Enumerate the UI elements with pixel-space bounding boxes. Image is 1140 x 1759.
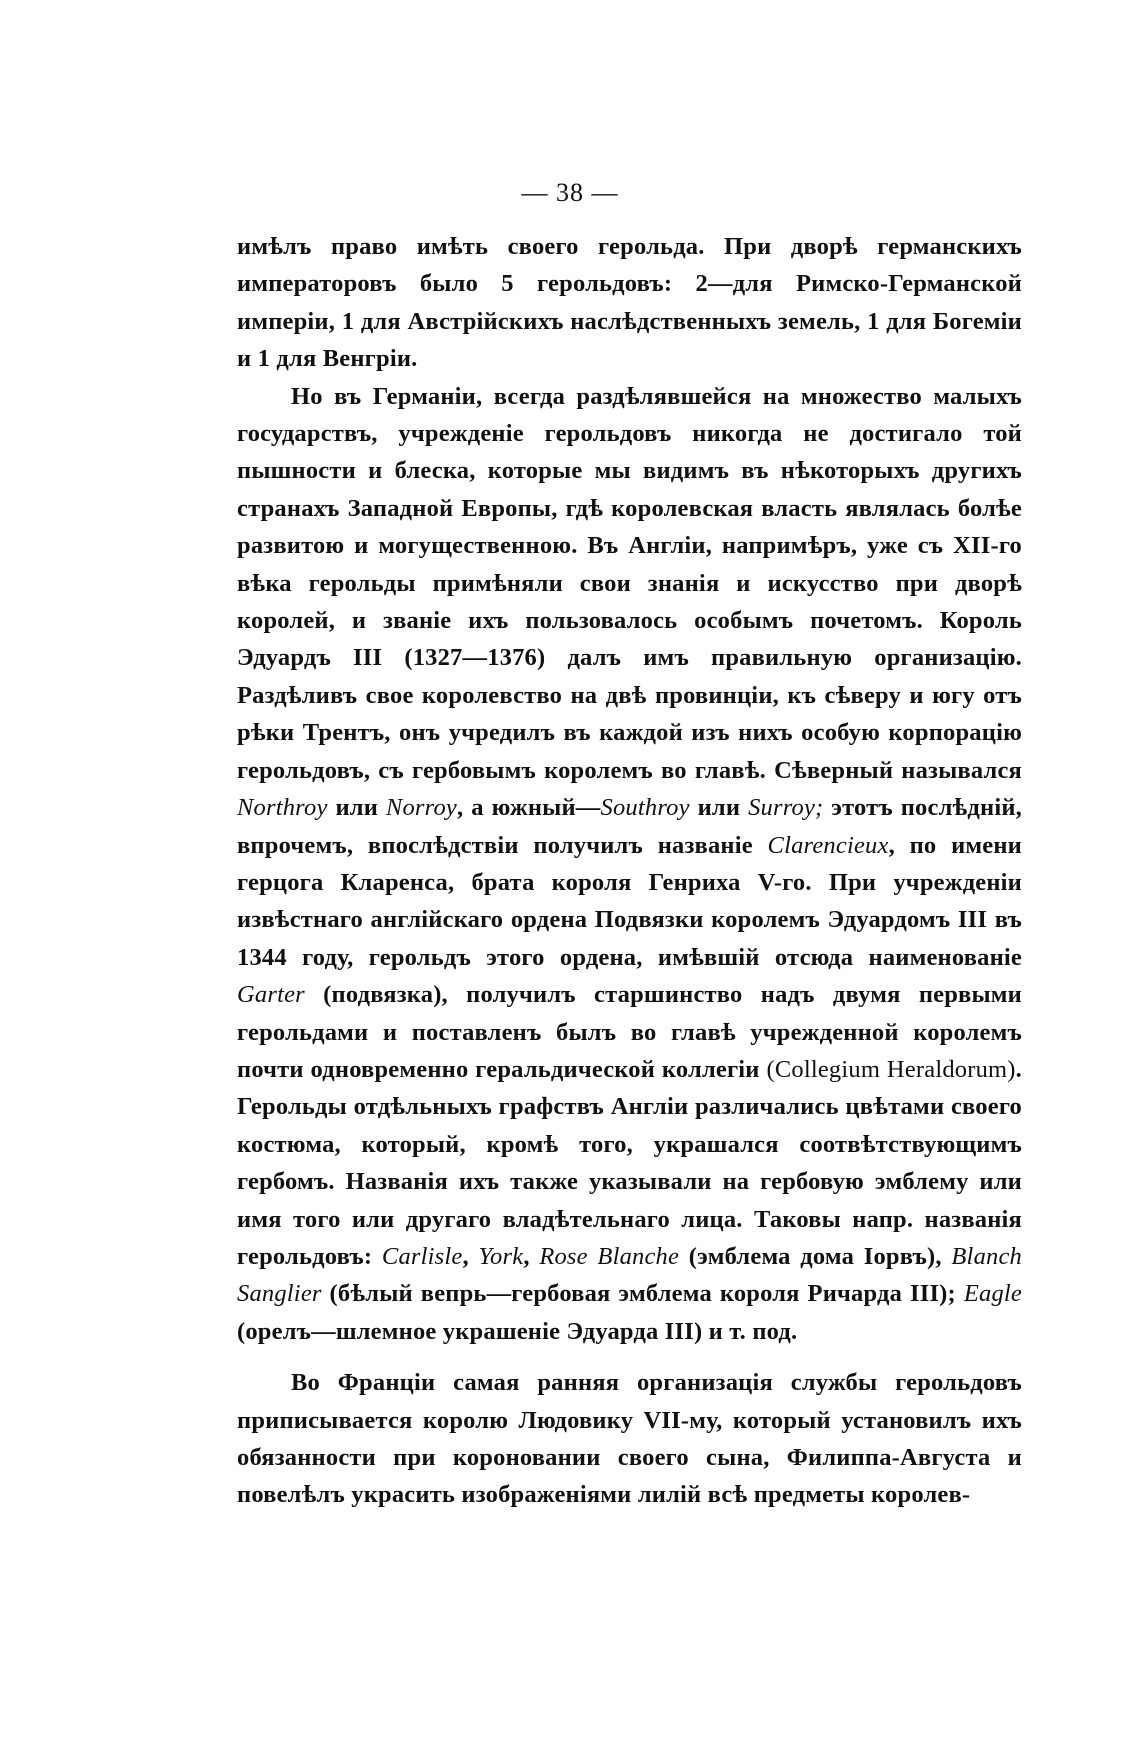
text-run: этотъ послѣдній, впрочемъ, впослѣдствіи получилъ названіе	[237, 794, 1022, 859]
text-run: или	[327, 794, 386, 822]
italic-term: Carlisle	[381, 1242, 463, 1270]
paragraph-1	[237, 228, 1022, 378]
text-run: (эмблема дома Іорвъ),	[679, 1242, 952, 1270]
italic-term: Blanch Sanglier	[237, 1242, 1022, 1308]
text-run: Но въ Германіи, всегда раздѣлявшейся на множество малыхъ государствъ, учрежденіе герольдовъ никогда не достигало той пышности и блеска, которые мы видимъ въ нѣкоторыхъ другихъ странахъ Западной Европы, гдѣ королевская власть являлась болѣе развитою и могущественною. Въ Англіи, напримѣръ, уже съ XII-го вѣка герольды примѣняли свои знанія и искусство при дворѣ королей, и званіе ихъ пользовалось особымъ почетомъ. Король Эдуардъ III (1327—1376) далъ имъ правильную организацію. Раздѣливъ свое королевство на двѣ провинціи, къ сѣверу и югу отъ рѣки Трентъ, онъ учредилъ въ каждой изъ нихъ особую корпорацію герольдовъ, съ гербовымъ королемъ во главѣ. Сѣверный назывался	[237, 382, 1022, 784]
page-number: — 38 —	[521, 178, 619, 207]
text-run: ,	[523, 1242, 540, 1270]
paragraph-2	[237, 378, 1022, 1351]
italic-term: Southroy	[600, 794, 690, 822]
text-run: имѣлъ право имѣть своего герольда. При дворѣ германскихъ императоровъ было 5 герольдовъ: 2—для Римско-Германской имперіи, 1 для Австрійскихъ наслѣдственныхъ земель, 1 для Богеміи и 1 для Венгріи.	[237, 233, 1022, 373]
italic-term: Clarencieux	[767, 831, 889, 859]
text-run: Во Франціи самая ранняя организація службы герольдовъ приписывается королю Людовику VII-му, который установилъ ихъ обязанности при короновании своего сына, Филиппа-Августа и повелѣлъ украсить изображеніями лилій всѣ предметы королев-	[237, 1369, 1022, 1509]
italic-term: Rose Blanche	[539, 1242, 680, 1270]
text-run: , а южный—	[457, 794, 601, 822]
italic-term: Eagle	[963, 1280, 1022, 1308]
text-run: (бѣлый вепрь—гербовая эмблема короля Ричарда III);	[321, 1280, 964, 1308]
body-text	[237, 228, 1022, 1514]
text-run: ,	[462, 1242, 479, 1270]
italic-term: Surroy;	[748, 794, 824, 822]
text-run: (орелъ—шлемное украшеніе Эдуарда III) и т. под.	[237, 1317, 798, 1345]
latin-term: (Collegium Heraldorum)	[766, 1055, 1016, 1083]
text-run: , по имени герцога Кларенса, брата короля Генриха V-го. При учрежденіи извѣстнаго англійскаго ордена Подвязки королемъ Эдуардомъ III въ 1344 году, герольдъ этого ордена, имѣвшій отсюда наименованіе	[237, 831, 1023, 971]
italic-term: Garter	[237, 981, 305, 1009]
italic-term: Northroy	[237, 794, 328, 822]
text-run: или	[689, 794, 749, 822]
text-run: (подвязка), получилъ старшинство надъ двумя первыми герольдами и поставленъ былъ во главѣ учрежденной королемъ почти одновременно геральдической коллегіи	[237, 981, 1022, 1083]
italic-term: York	[478, 1242, 524, 1270]
text-run: . Герольды отдѣльныхъ графствъ Англіи различались цвѣтами своего костюма, который, кромѣ того, украшался соотвѣтствующимъ гербомъ. Названія ихъ также указывали на гербовую эмблему или имя того или другаго владѣтельнаго лица. Таковы напр. названія герольдовъ:	[237, 1055, 1022, 1270]
italic-term: Norroy	[385, 794, 457, 822]
paragraph-3	[237, 1364, 1022, 1514]
